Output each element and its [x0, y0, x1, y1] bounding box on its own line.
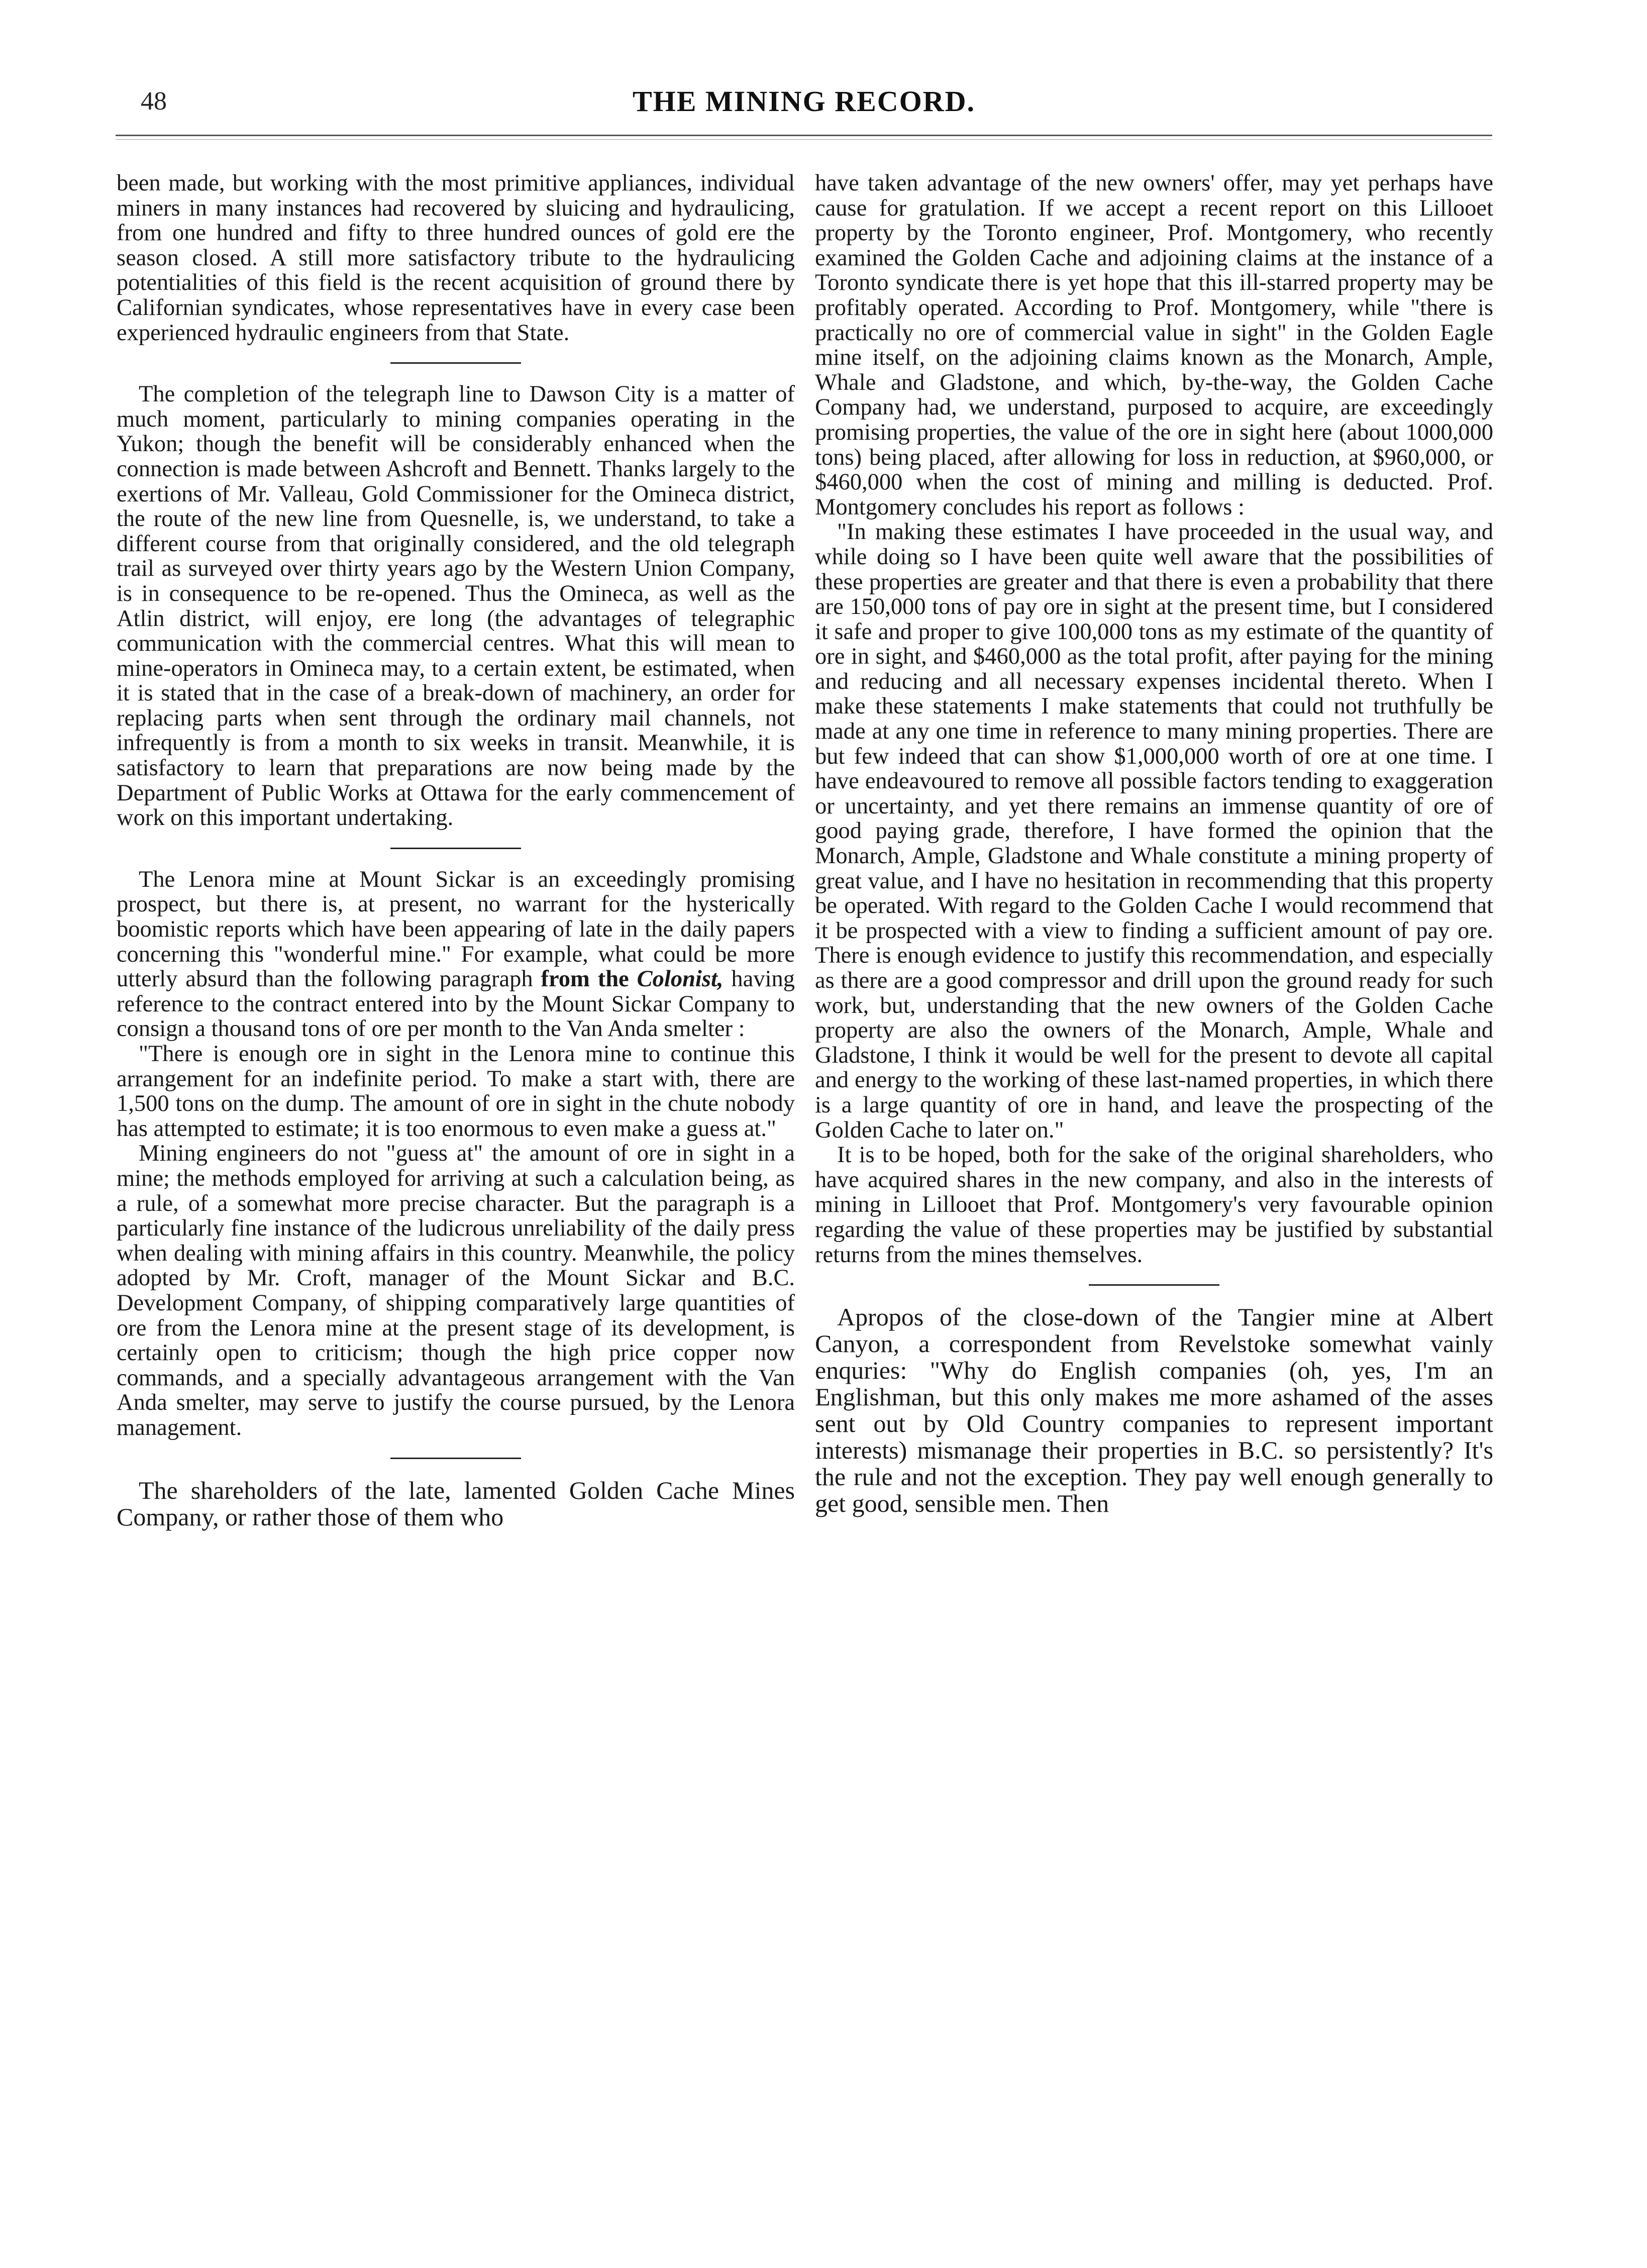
article-paragraph: The shareholders of the late, lamented Golden Cache Mines Company, or rather those of them who — [117, 1476, 795, 1531]
article-paragraph: Apropos of the close-down of the Tangier mine at Albert Canyon, a correspondent from Revelstoke somewhat vainly enquries: "Why do English companies (oh, yes, I'm an Englishman, but this only makes me more ashamed of the asses sent out by Old Country companies to represent important interests) mismanage their properties in B.C. so persistently? It's the rule and not the exception. They pay well enough generally to get good, sensible men. Then — [815, 1303, 1493, 1518]
article-paragraph: The completion of the telegraph line to Dawson City is a matter of much moment, particularly to mining companies operating in the Yukon; though the benefit will be considerably enhanced when the connection is made between Ashcroft and Bennett. Thanks largely to the exertions of Mr. Valleau, Gold Commissioner for the Omineca district, the route of the new line from Quesnelle, is, we understand, to take a different course from that originally considered, and the old telegraph trail as surveyed over thirty years ago by the Western Union Company, is in consequence to be re-opened. Thus the Omineca, as well as the Atlin district, will enjoy, ere long (the advantages of telegraphic communication with the commercial centres. What this will mean to mine-operators in Omineca may, to a certain extent, be estimated, when it is stated that in the case of a break-down of machinery, an order for replacing parts when sent through the ordinary mail channels, not infrequently is from a month to six weeks in transit. Meanwhile, it is satisfactory to learn that preparations are now being made by the Department of Public Works at Ottawa for the early commencement of work on this important undertaking. — [117, 381, 795, 831]
header-rule — [116, 135, 1492, 140]
section-divider — [390, 1458, 521, 1459]
paragraph-text: having reference to the contract entered into by the Mount Sickar Company to consign a thousand tons of ore per month to the Van Anda smelter : — [117, 966, 795, 1042]
article-paragraph — [117, 867, 795, 1042]
page-header — [116, 75, 1492, 126]
right-column — [815, 171, 1493, 1517]
left-column — [117, 171, 795, 1530]
article-paragraph: It is to be hoped, both for the sake of the original shareholders, who have acquired shares in the new company, and also in the interests of mining in Lillooet that Prof. Montgomery's very favourable opinion regarding the value of these properties may be justified by substantial returns from the mines themselves. — [815, 1142, 1493, 1268]
page-number: 48 — [141, 87, 167, 116]
section-divider — [390, 848, 521, 849]
section-divider — [1089, 1284, 1219, 1286]
article-paragraph: have taken advantage of the new owners' offer, may yet perhaps have cause for gratulation. If we accept a recent report on this Lillooet property by the Toronto engineer, Prof. Montgomery, who recently examined the Golden Cache and adjoining claims at the instance of a Toronto syndicate there is yet hope that this ill-starred property may be profitably operated. According to Prof. Montgomery, while "there is practically no ore of commercial value in sight" in the Golden Eagle mine itself, on the adjoining claims known as the Monarch, Ample, Whale and Gladstone, and which, by-the-way, the Golden Cache Company had, we understand, purposed to acquire, are exceedingly promising properties, the value of the ore in sight here (about 1000,000 tons) being placed, after allowing for loss in reduction, at $960,000, or $460,000 when the cost of mining and milling is deducted. Prof. Montgomery concludes his report as follows : — [815, 170, 1493, 520]
running-title: THE MINING RECORD. — [632, 85, 976, 118]
article-paragraph: Mining engineers do not "guess at" the amount of ore in sight in a mine; the methods employed for arriving at such a calculation being, as a rule, of a somewhat more precise character. But the paragraph is a particularly fine instance of the ludicrous unreliability of the daily press when dealing with mining affairs in this country. Meanwhile, the policy adopted by Mr. Croft, manager of the Mount Sickar and B.C. Development Company, of shipping comparatively large quantities of ore from the Lenora mine at the present stage of its development, is certainly open to criticism; though the high price copper now commands, and a specially advantageous arrangement with the Van Anda smelter, may serve to justify the course pursued, by the Lenora management. — [117, 1141, 795, 1440]
paragraph-text: The Lenora mine at Mount Sickar is an exceedingly promising prospect, but there is, at present, no warrant for the hysterically boomistic reports which have been appearing of late in the daily papers concerning this "wonderful mine." For example, what could be more utterly absurd than the following paragraph — [117, 866, 795, 992]
newspaper-title: Colonist, — [637, 966, 724, 992]
article-paragraph: been made, but working with the most primitive appliances, individual miners in many instances had recovered by sluicing and hydraulicing, from one hundred and fifty to three hundred ounces of gold ere the season closed. A still more satisfactory tribute to the hydraulicing potentialities of this field is the recent acquisition of ground there by Californian syndicates, whose representatives have in every case been experienced hydraulic engineers from that State. — [117, 170, 795, 346]
quoted-paragraph: "There is enough ore in sight in the Lenora mine to continue this arrangement for an indefinite period. To make a start with, there are 1,500 tons on the dump. The amount of ore in sight in the chute nobody has attempted to estimate; it is too enormous to even make a guess at." — [117, 1041, 795, 1142]
section-divider — [390, 362, 521, 364]
paragraph-text-bold: from the — [541, 966, 637, 992]
quoted-paragraph: "In making these estimates I have proceeded in the usual way, and while doing so I have been quite well aware that the possibilities of these properties are greater and that there is even a probability that there are 150,000 tons of pay ore in sight at the present time, but I considered it safe and proper to give 100,000 tons as my estimate of the quantity of ore in sight, and $460,000 as the total profit, after paying for the mining and reducing and all necessary expenses incidental thereto. When I make these statements I make statements that could not truthfully be made at any one time in reference to many mining properties. There are but few indeed that can show $1,000,000 worth of ore at one time. I have endeavoured to remove all possible factors tending to exaggeration or uncertainty, and yet there remains an immense quantity of ore of good paying grade, therefore, I have formed the opinion that the Monarch, Ample, Gladstone and Whale constitute a mining property of great value, and I have no hesitation in recommending that this property be operated. With regard to the Golden Cache I would recommend that it be prospected with a view to finding a sufficient amount of pay ore. There is enough evidence to justify this recommendation, and especially as there are a good compressor and drill upon the ground ready for such work, but, understanding that the new owners of the Golden Cache property are also the owners of the Monarch, Ample, Whale and Gladstone, I think it would be well for the present to devote all capital and energy to the working of these last-named properties, in which there is a large quantity of ore in hand, and leave the prospecting of the Golden Cache to later on." — [815, 519, 1493, 1143]
